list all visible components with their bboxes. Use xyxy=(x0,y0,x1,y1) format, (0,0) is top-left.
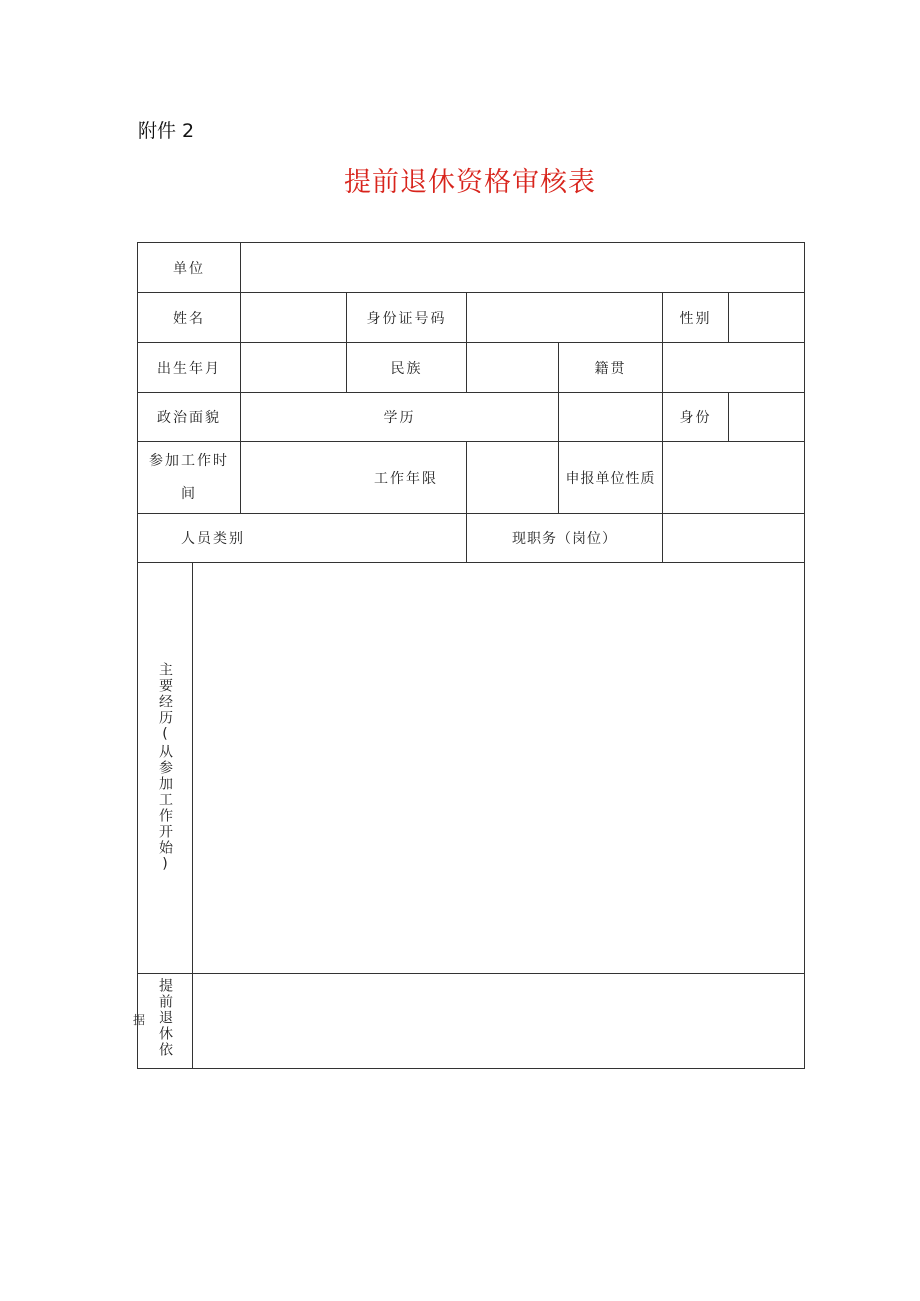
field-identity[interactable] xyxy=(728,392,805,441)
label-work-years: 工作年限 xyxy=(240,441,466,513)
label-basis xyxy=(137,973,192,1069)
label-gender: 性别 xyxy=(662,292,728,342)
field-native-place[interactable] xyxy=(662,342,805,392)
label-identity: 身份 xyxy=(662,392,728,441)
label-basis-overflow: 据 xyxy=(133,1013,146,1027)
label-name: 姓名 xyxy=(137,292,240,342)
field-main-experience[interactable] xyxy=(192,562,805,973)
label-native-place: 籍贯 xyxy=(558,342,662,392)
label-political-status: 政治面貌 xyxy=(137,392,240,441)
label-work-start xyxy=(137,441,240,513)
label-main-experience-text: 主要经历(从参加工作开始) xyxy=(157,662,173,874)
label-basis-text: 提前退休依 xyxy=(157,978,173,1058)
label-work-start-line2: 间 xyxy=(181,485,197,502)
field-basis[interactable] xyxy=(192,973,805,1069)
field-name[interactable] xyxy=(240,292,346,342)
label-current-position: 现职务（岗位） xyxy=(466,513,662,562)
field-gender[interactable] xyxy=(728,292,805,342)
field-unit-nature[interactable] xyxy=(662,441,805,513)
field-birth[interactable] xyxy=(240,342,346,392)
label-unit: 单位 xyxy=(137,242,240,292)
label-ethnicity: 民族 xyxy=(346,342,466,392)
label-personnel-category: 人员类别 xyxy=(137,513,466,562)
label-work-start-line1: 参加工作时 xyxy=(149,452,229,469)
field-current-position[interactable] xyxy=(662,513,805,562)
label-main-experience xyxy=(137,562,192,973)
field-education[interactable] xyxy=(558,392,662,441)
field-id-number[interactable] xyxy=(466,292,662,342)
label-birth: 出生年月 xyxy=(137,342,240,392)
field-unit[interactable] xyxy=(240,242,805,292)
label-unit-nature: 申报单位性质 xyxy=(558,441,662,513)
attachment-label: 附件 2 xyxy=(138,120,195,142)
form-title: 提前退休资格审核表 xyxy=(344,167,596,198)
field-work-years[interactable] xyxy=(466,441,558,513)
label-id-number: 身份证号码 xyxy=(346,292,466,342)
field-ethnicity[interactable] xyxy=(466,342,558,392)
label-education: 学历 xyxy=(240,392,558,441)
